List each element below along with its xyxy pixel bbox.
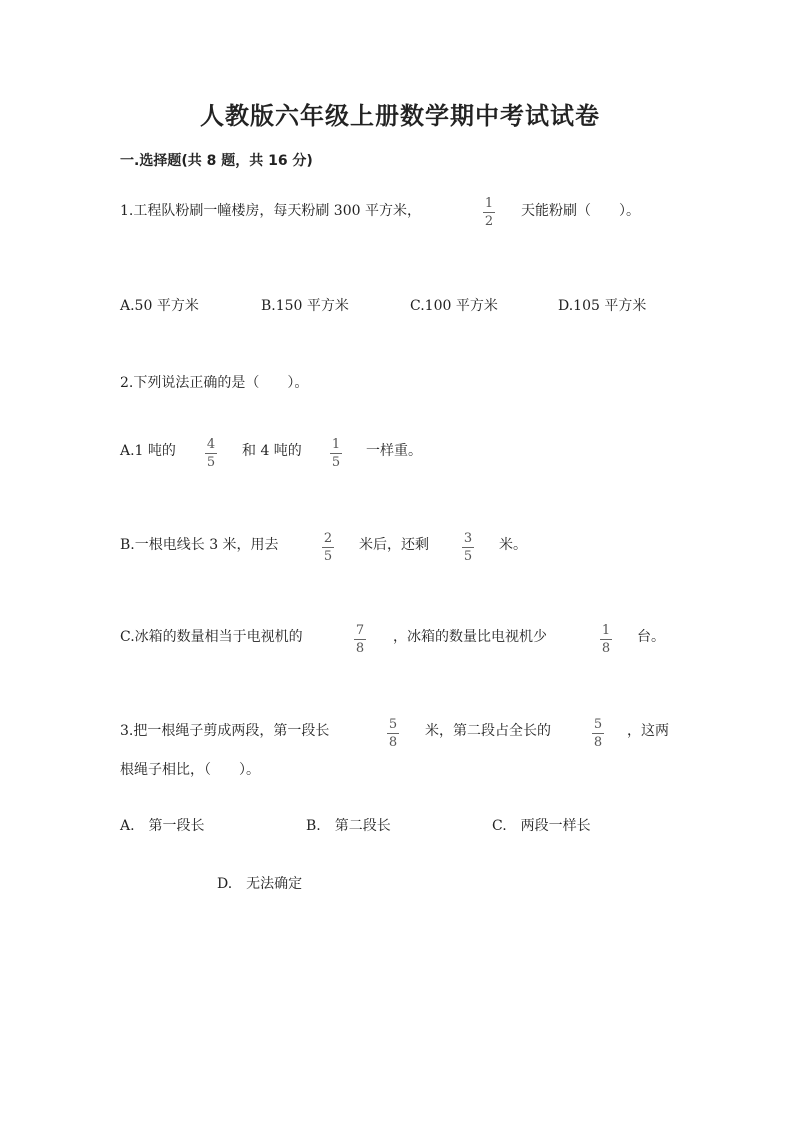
q1-option-d: D.105 平方米 bbox=[558, 298, 647, 314]
q2-option-c-part2: ，冰箱的数量比电视机少 bbox=[393, 629, 547, 645]
q2-option-b-fraction1 bbox=[320, 531, 336, 564]
section-heading: 一.选择题(共 8 题，共 16 分) bbox=[120, 153, 313, 169]
q2-option-b-part3: 米。 bbox=[499, 537, 527, 553]
q2-text: 2.下列说法正确的是（ ）。 bbox=[120, 375, 309, 391]
q1-fraction bbox=[481, 196, 497, 229]
fraction-numerator: 2 bbox=[323, 531, 333, 546]
q2-option-c-part1: C.冰箱的数量相当于电视机的 bbox=[120, 629, 303, 645]
fraction-numerator: 1 bbox=[484, 196, 494, 211]
q2-option-a-part2: 和 4 吨的 bbox=[242, 443, 302, 459]
fraction-denominator: 5 bbox=[331, 455, 341, 470]
fraction-numerator: 1 bbox=[331, 437, 341, 452]
q3-option-b: B. 第二段长 bbox=[306, 818, 391, 834]
q3-text-part3: ，这两 bbox=[627, 723, 669, 739]
q2-option-c-fraction2 bbox=[598, 623, 614, 656]
fraction-numerator: 5 bbox=[388, 717, 398, 732]
q3-fraction2 bbox=[590, 717, 606, 750]
fraction-denominator: 8 bbox=[355, 641, 365, 656]
q2-option-c-fraction1 bbox=[352, 623, 368, 656]
fraction-denominator: 8 bbox=[388, 735, 398, 750]
q3-option-a: A. 第一段长 bbox=[120, 818, 205, 834]
fraction-denominator: 8 bbox=[593, 735, 603, 750]
q3-option-c: C. 两段一样长 bbox=[492, 818, 591, 834]
q3-text-part1: 3.把一根绳子剪成两段，第一段长 bbox=[120, 723, 330, 739]
q3-option-d: D. 无法确定 bbox=[217, 876, 303, 892]
q3-text-part2: 米，第二段占全长的 bbox=[425, 723, 551, 739]
q2-option-b-fraction2 bbox=[460, 531, 476, 564]
q1-text-a: 1.工程队粉刷一幢楼房，每天粉刷 300 平方米， bbox=[120, 203, 421, 219]
fraction-numerator: 3 bbox=[463, 531, 473, 546]
q2-option-a-part1: A.1 吨的 bbox=[120, 443, 176, 459]
q2-option-a-fraction2 bbox=[328, 437, 344, 470]
q2-option-a-part3: 一样重。 bbox=[366, 443, 422, 459]
q1-option-b: B.150 平方米 bbox=[261, 298, 349, 314]
fraction-denominator: 5 bbox=[463, 549, 473, 564]
q2-option-b-part2: 米后，还剩 bbox=[359, 537, 429, 553]
fraction-numerator: 5 bbox=[593, 717, 603, 732]
fraction-numerator: 1 bbox=[601, 623, 611, 638]
fraction-numerator: 7 bbox=[355, 623, 365, 638]
q2-option-c-part3: 台。 bbox=[637, 629, 665, 645]
q1-option-c: C.100 平方米 bbox=[410, 298, 498, 314]
fraction-denominator: 8 bbox=[601, 641, 611, 656]
fraction-denominator: 5 bbox=[323, 549, 333, 564]
q2-option-b-part1: B.一根电线长 3 米，用去 bbox=[120, 537, 279, 553]
q1-option-a: A.50 平方米 bbox=[120, 298, 199, 314]
fraction-numerator: 4 bbox=[206, 437, 216, 452]
fraction-denominator: 2 bbox=[484, 214, 494, 229]
fraction-denominator: 5 bbox=[206, 455, 216, 470]
q1-text-b: 天能粉刷（ ）。 bbox=[521, 203, 640, 219]
q3-fraction1 bbox=[385, 717, 401, 750]
page-title: 人教版六年级上册数学期中考试试卷 bbox=[200, 102, 600, 130]
q2-option-a-fraction1 bbox=[203, 437, 219, 470]
q3-text-line2: 根绳子相比，（ ）。 bbox=[120, 762, 260, 778]
